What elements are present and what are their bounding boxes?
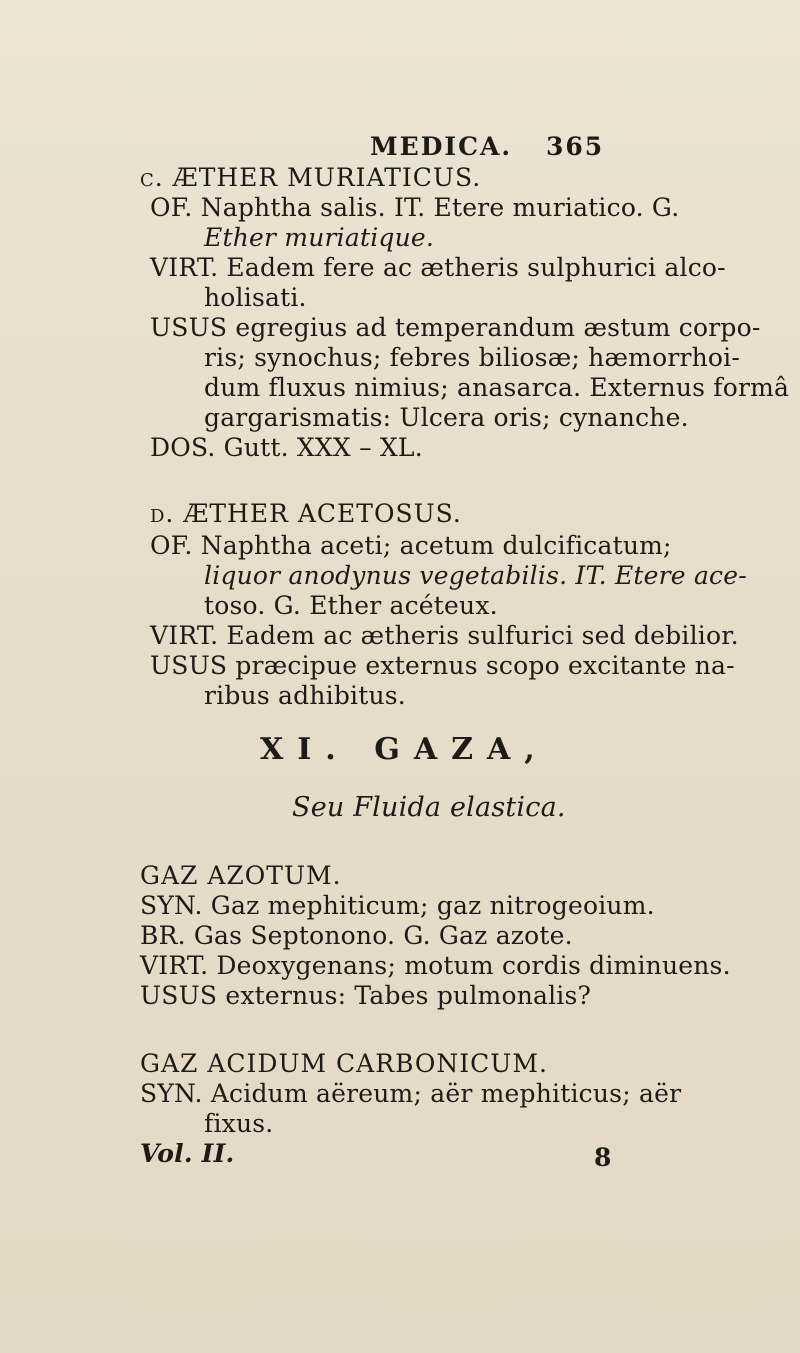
sheet-signature: 8	[594, 1143, 612, 1172]
entry-line: ribus adhibitus.	[204, 681, 406, 710]
volume-signature: Vol. II.	[140, 1139, 235, 1168]
entry-line: BR. Gas Septonono. G. Gaz azote.	[140, 921, 573, 950]
chapter-heading: XI. GAZA,	[260, 732, 549, 767]
entry-line: fixus.	[204, 1109, 274, 1138]
entry-line: DOS. Gutt. XXX – XL.	[150, 433, 423, 462]
running-title: MEDICA.	[370, 132, 513, 161]
entry-line: liquor anodynus vegetabilis. IT. Etere ace-	[204, 561, 747, 590]
entry-line: VIRT. Eadem fere ac ætheris sulphurici alco-	[150, 253, 726, 282]
entry-line: VIRT. Deoxygenans; motum cordis diminuens.	[140, 951, 731, 980]
entry-line: holisati.	[204, 283, 307, 312]
entry-line: VIRT. Eadem ac ætheris sulfurici sed debilior.	[150, 621, 739, 650]
entry-line: dum fluxus nimius; anasarca. Externus formâ	[204, 373, 790, 402]
entry-line: SYN. Gaz mephiticum; gaz nitrogeoium.	[140, 891, 655, 920]
entry-title-aether-acetosus: d. ÆTHER ACETOSUS.	[150, 499, 462, 528]
entry-title-gaz-acidum-carbonicum: GAZ ACIDUM CARBONICUM.	[140, 1049, 548, 1078]
entry-line: USUS egregius ad temperandum æstum corpo-	[150, 313, 761, 342]
entry-line: SYN. Acidum aëreum; aër mephiticus; aër	[140, 1079, 682, 1108]
page-number: 365	[546, 132, 605, 161]
entry-line: USUS præcipue externus scopo excitante na-	[150, 651, 735, 680]
entry-line: toso. G. Ether acéteux.	[204, 591, 498, 620]
entry-title-gaz-azotum: GAZ AZOTUM.	[140, 861, 342, 890]
entry-line: USUS externus: Tabes pulmonalis?	[140, 981, 592, 1010]
entry-title-aether-muriaticus: c. ÆTHER MURIATICUS.	[140, 163, 482, 192]
entry-line: Ether muriatique.	[204, 223, 435, 252]
entry-line: ris; synochus; febres biliosæ; hæmorrhoi-	[204, 343, 741, 372]
entry-line: OF. Naphtha salis. IT. Etere muriatico. G.	[150, 193, 680, 222]
entry-line: OF. Naphtha aceti; acetum dulcificatum;	[150, 531, 672, 560]
entry-line: gargarismatis: Ulcera oris; cynanche.	[204, 403, 689, 432]
chapter-subheading: Seu Fluida elastica.	[292, 792, 566, 823]
